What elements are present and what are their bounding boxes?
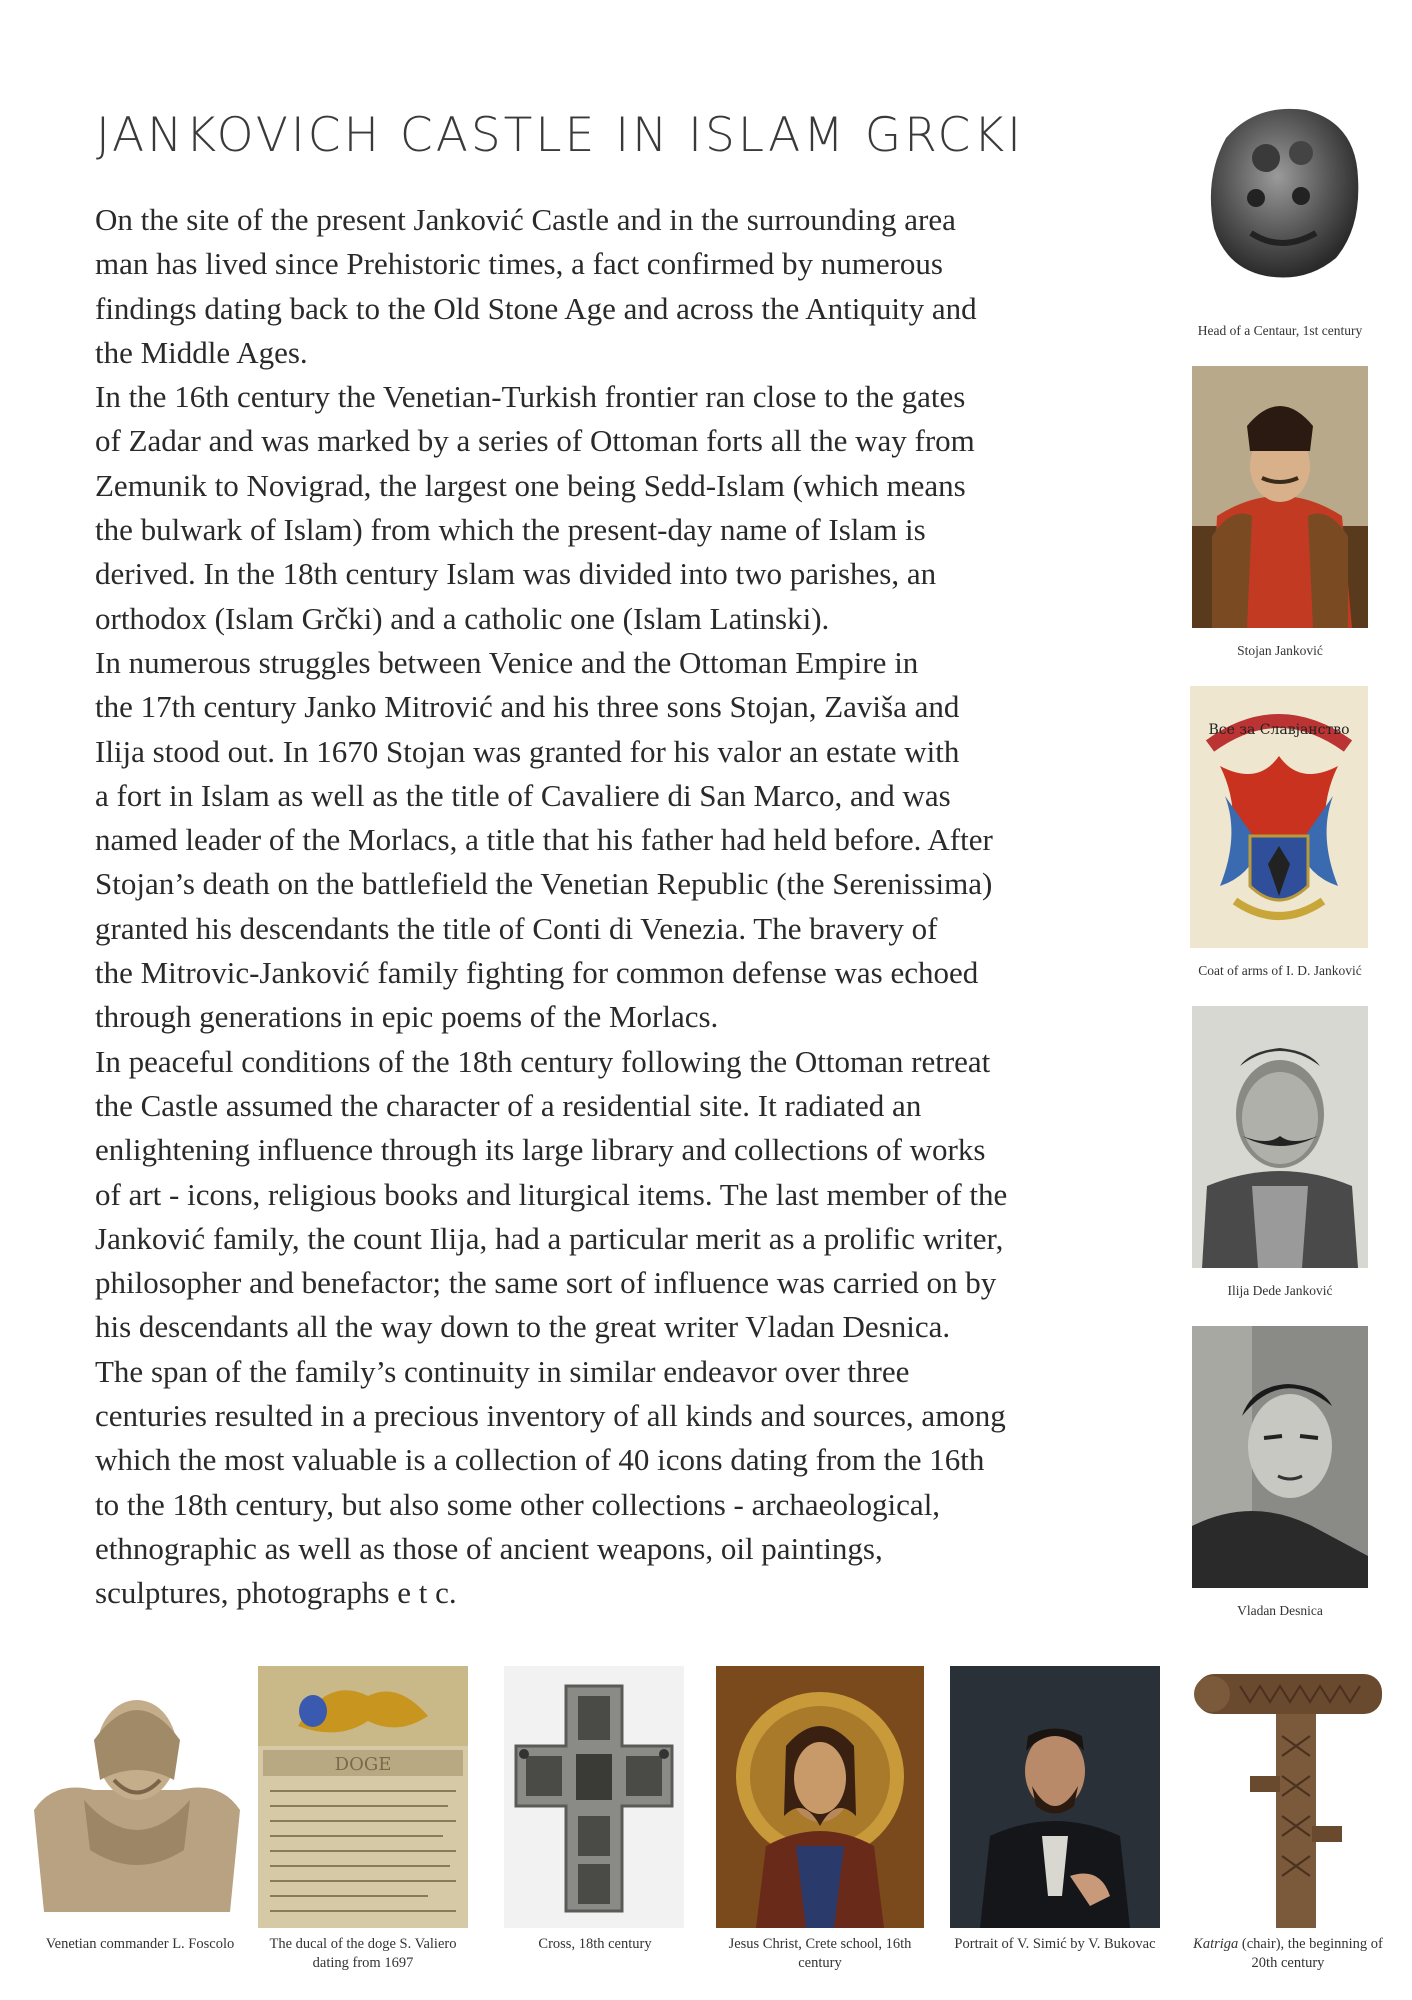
katriga-chair-image <box>1190 1666 1386 1928</box>
body-line: a fort in Islam as well as the title of Cavaliere di San Marco, and was <box>95 777 951 813</box>
caption-ducal: The ducal of the doge S. Valiero dating from 1697 <box>269 1936 457 1971</box>
coat-of-arms-image <box>1190 686 1368 948</box>
body-line: findings dating back to the Old Stone Age and across the Antiquity and <box>95 290 977 326</box>
jesus-christ-icon-image <box>716 1666 924 1928</box>
caption-coat-of-arms: Coat of arms of I. D. Janković <box>1198 963 1362 978</box>
body-line: the bulwark of Islam) from which the present-day name of Islam is <box>95 512 926 548</box>
body-line: to the 18th century, but also some other collections - archaeological, <box>95 1486 941 1522</box>
body-line: Ilija stood out. In 1670 Stojan was granted for his valor an estate with <box>95 733 960 769</box>
ilija-dede-jankovic-portrait <box>1192 1006 1368 1268</box>
stojan-jankovic-portrait <box>1192 366 1368 628</box>
body-line: Stojan’s death on the battlefield the Venetian Republic (the Serenissima) <box>95 866 993 902</box>
body-line: the 17th century Janko Mitrović and his three sons Stojan, Zaviša and <box>95 689 960 725</box>
caption-simic: Portrait of V. Simić by V. Bukovac <box>954 1936 1156 1952</box>
body-line: his descendants all the way down to the great writer Vladan Desnica. <box>95 1309 951 1345</box>
caption-vladan: Vladan Desnica <box>1237 1603 1323 1618</box>
body-line: man has lived since Prehistoric times, a fact confirmed by numerous <box>95 246 943 282</box>
body-line: ethnographic as well as those of ancient weapons, oil paintings, <box>95 1530 883 1566</box>
caption-cross: Cross, 18th century <box>538 1936 652 1952</box>
body-line: the Castle assumed the character of a residential site. It radiated an <box>95 1087 922 1123</box>
body-line: the Mitrovic-Janković family fighting for common defense was echoed <box>95 955 979 991</box>
body-line: sculptures, photographs e t c. <box>95 1575 457 1611</box>
caption-katriga: Katriga (chair), the beginning of 20th century <box>1193 1936 1383 1971</box>
body-line: orthodox (Islam Grčki) and a catholic one (Islam Latinski). <box>95 600 830 636</box>
body-line: of art - icons, religious books and liturgical items. The last member of the <box>95 1176 1008 1212</box>
body-line: the Middle Ages. <box>95 334 308 370</box>
body-line: named leader of the Morlacs, a title that his father had held before. After <box>95 822 993 858</box>
caption-stojan: Stojan Janković <box>1237 643 1323 658</box>
ducal-document-image <box>258 1666 468 1928</box>
coat-of-arms-motto: Все за Славјанство <box>1208 722 1350 738</box>
centaur-head-image <box>1196 98 1366 286</box>
body-line: In numerous struggles between Venice and the Ottoman Empire in <box>95 644 919 680</box>
ducal-heading: DOGE <box>334 1754 392 1775</box>
body-line: philosopher and benefactor; the same sort of influence was carried on by <box>95 1265 997 1301</box>
body-line: through generations in epic poems of the Morlacs. <box>95 999 719 1035</box>
body-line: In peaceful conditions of the 18th century following the Ottoman retreat <box>95 1043 991 1079</box>
body-line: of Zadar and was marked by a series of Ottoman forts all the way from <box>95 423 975 459</box>
body-line: In the 16th century the Venetian-Turkish frontier ran close to the gates <box>95 379 966 415</box>
body-line: which the most valuable is a collection of 40 icons dating from the 16th <box>95 1442 985 1478</box>
body-line: The span of the family’s continuity in similar endeavor over three <box>95 1353 910 1389</box>
caption-foscolo: Venetian commander L. Foscolo <box>45 1936 235 1952</box>
cross-image <box>504 1666 684 1928</box>
caption-centaur: Head of a Centaur, 1st century <box>1197 323 1363 338</box>
body-line: granted his descendants the title of Conti di Venezia. The bravery of <box>95 910 938 946</box>
body-line: Zemunik to Novigrad, the largest one being Sedd-Islam (which means <box>95 467 966 503</box>
body-line: Janković family, the count Ilija, had a particular merit as a prolific writer, <box>95 1220 1004 1256</box>
body-line: centuries resulted in a precious inventory of all kinds and sources, among <box>95 1398 1006 1434</box>
caption-ilija: Ilija Dede Janković <box>1227 1283 1333 1298</box>
body-text <box>95 198 1145 1616</box>
caption-jesus-christ: Jesus Christ, Crete school, 16th century <box>728 1936 912 1971</box>
page-title: JANKOVICH CASTLE IN ISLAM GRCKI <box>96 108 1025 163</box>
body-line: On the site of the present Janković Castle and in the surrounding area <box>95 202 956 237</box>
foscolo-bust-image <box>24 1680 250 1912</box>
body-line: enlightening influence through its large library and collections of works <box>95 1132 986 1168</box>
simic-portrait-image <box>950 1666 1160 1928</box>
vladan-desnica-portrait <box>1192 1326 1368 1588</box>
body-line: derived. In the 18th century Islam was divided into two parishes, an <box>95 556 937 592</box>
